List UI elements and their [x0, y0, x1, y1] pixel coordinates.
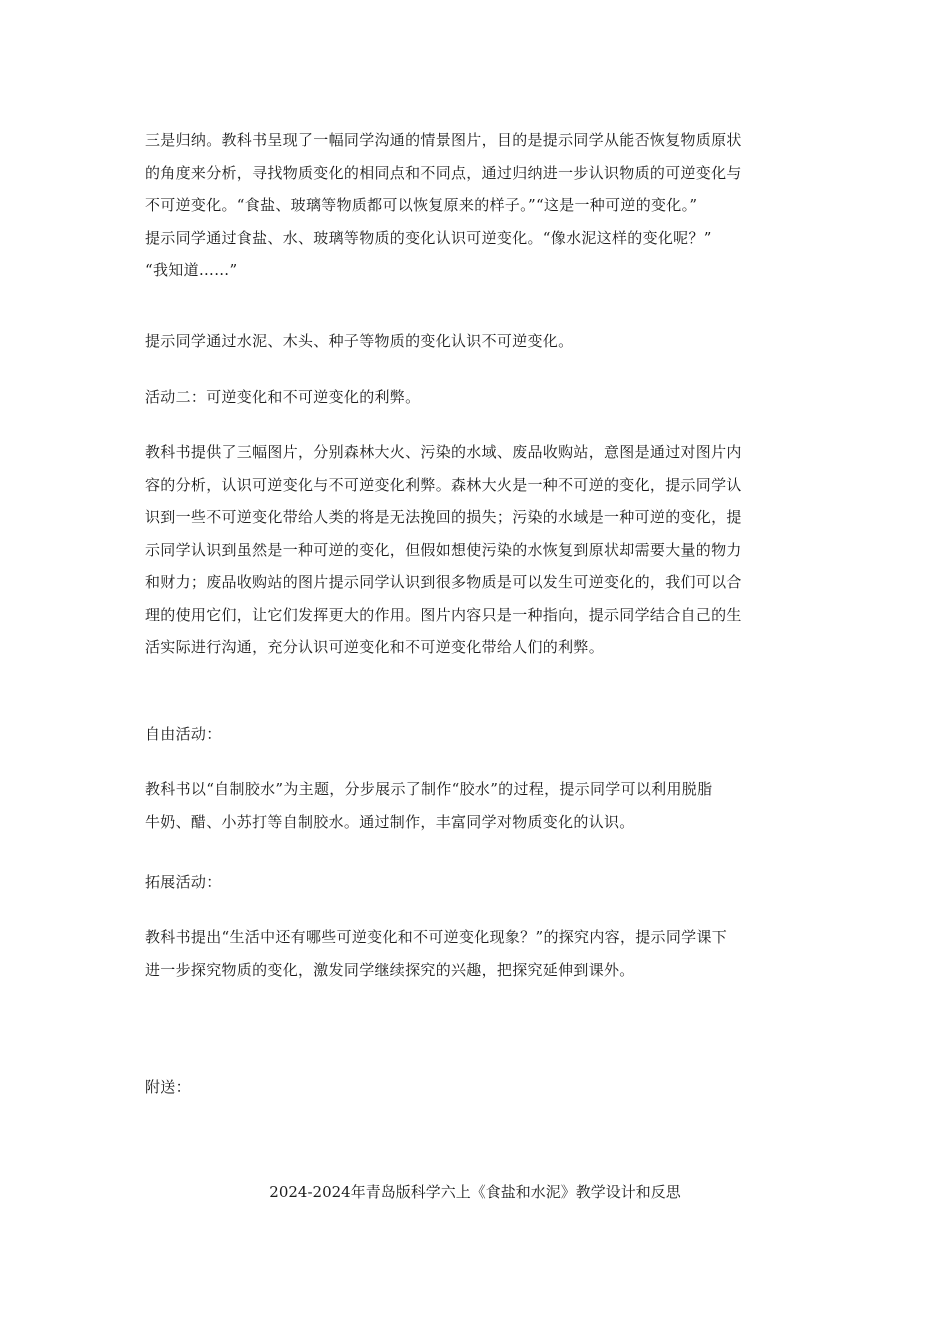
text-line: 提示同学通过食盐、水、玻璃等物质的变化认识可逆变化。“像水泥这样的变化呢？” [145, 228, 712, 247]
text-line: 拓展活动： [145, 873, 222, 891]
text-line: 和财力；废品收购站的图片提示同学认识到很多物质是可以发生可逆变化的，我们可以合 [145, 573, 742, 591]
text-line: 牛奶、醋、小苏打等自制胶水。通过制作，丰富同学对物质变化的认识。 [145, 812, 635, 831]
text-line: 进一步探究物质的变化，激发同学继续探究的兴趣，把探究延伸到课外。 [145, 960, 635, 979]
text-line: “我知道……” [145, 261, 238, 279]
free-activity-heading [145, 718, 805, 751]
text-line: 的角度来分析，寻找物质变化的相同点和不同点，通过归纳进一步认识物质的可逆变化与 [145, 163, 742, 182]
text-line: 教科书提出“生活中还有哪些可逆变化和不可逆变化现象？”的探究内容，提示同学课下 [145, 928, 728, 946]
appendix-label [145, 1071, 805, 1104]
summary-paragraph [145, 124, 805, 287]
extension-paragraph [145, 921, 805, 986]
text-line: 示同学认识到虽然是一种可逆的变化，但假如想使污染的水恢复到原状却需要大量的物力 [145, 540, 742, 559]
pros-cons-paragraph [145, 436, 805, 664]
text-line: 活实际进行沟通，充分认识可逆变化和不可逆变化带给人们的利弊。 [145, 638, 605, 656]
document-title: 2024-2024年青岛版科学六上《食盐和水泥》教学设计和反思 [269, 1183, 681, 1201]
text-line: 提示同学通过水泥、木头、种子等物质的变化认识不可逆变化。 [145, 332, 574, 350]
activity-two-heading [145, 381, 805, 414]
text-line: 理的使用它们，让它们发挥更大的作用。图片内容只是一种指向，提示同学结合自己的生 [145, 605, 742, 624]
text-line: 教科书提供了三幅图片，分别森林大火、污染的水域、废品收购站，意图是通过对图片内 [145, 443, 742, 461]
text-line: 自由活动： [145, 725, 222, 743]
text-line: 识到一些不可逆变化带给人类的将是无法挽回的损失；污染的水域是一种可逆的变化，提 [145, 508, 742, 526]
text-line: 三是归纳。教科书呈现了一幅同学沟通的情景图片，目的是提示同学从能否恢复物质原状 [145, 131, 742, 149]
irreversible-paragraph [145, 325, 805, 358]
text-line: 不可逆变化。“食盐、玻璃等物质都可以恢复原来的样子。”“这是一种可逆的变化。” [145, 196, 698, 214]
extension-heading [145, 866, 805, 899]
text-line: 容的分析，认识可逆变化与不可逆变化利弊。森林大火是一种不可逆的变化，提示同学认 [145, 475, 742, 494]
text-line: 活动二：可逆变化和不可逆变化的利弊。 [145, 388, 421, 406]
text-line: 附送： [145, 1078, 191, 1096]
glue-paragraph [145, 773, 805, 838]
text-line: 教科书以“自制胶水”为主题，分步展示了制作“胶水”的过程，提示同学可以利用脱脂 [145, 780, 713, 798]
